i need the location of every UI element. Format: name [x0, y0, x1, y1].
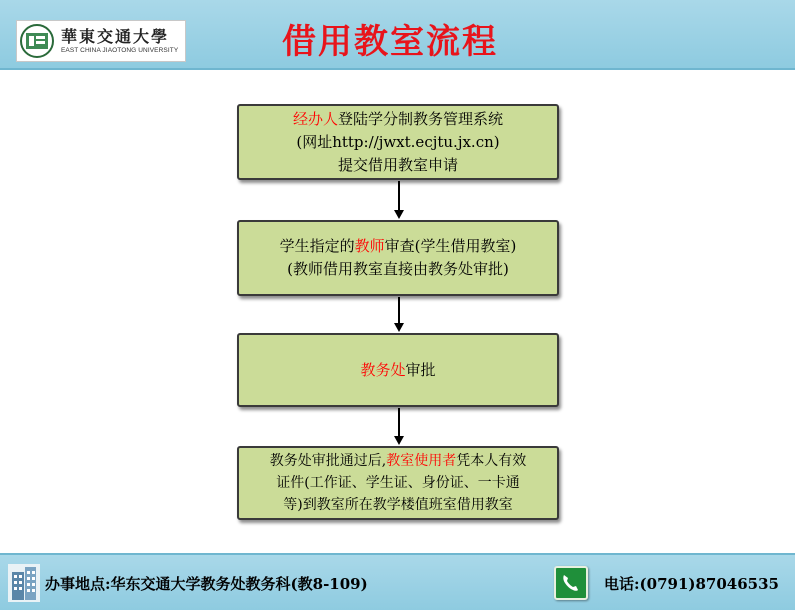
step-2-line-1-post: 审查(学生借用教室) [384, 237, 517, 255]
step-3-rest: 审批 [405, 360, 436, 379]
university-seal-icon [19, 23, 55, 59]
step-3-text [360, 359, 435, 382]
office-address: 办事地点:华东交通大学教务处教务科(教8-109) [45, 575, 368, 593]
step-4-line-1-post: 凭本人有效 [456, 453, 527, 469]
flow-step-3 [237, 333, 559, 407]
step-4-line-3: 等)到教室所在教学楼值班室借用教室 [283, 497, 513, 513]
flow-arrowhead-3 [394, 436, 404, 445]
flow-arrow-1 [398, 181, 400, 211]
logo-english-name: EAST CHINA JIAOTONG UNIVERSITY [61, 47, 179, 54]
step-3-highlight: 教务处 [360, 360, 406, 379]
step-1-highlight: 经办人 [292, 109, 338, 128]
flow-step-4 [237, 446, 559, 520]
step-2-line-1 [280, 235, 517, 258]
header-bar [0, 0, 795, 70]
footer-bar [0, 553, 795, 610]
step-4-highlight: 教室使用者 [386, 453, 457, 469]
phone-handset-icon [556, 568, 586, 598]
flow-arrowhead-1 [394, 210, 404, 219]
step-2-line-2: (教师借用教室直接由教务处审批) [287, 260, 509, 278]
flow-arrowhead-2 [394, 323, 404, 332]
step-1-line-2: (网址http://jwxt.ecjtu.jx.cn) [296, 132, 500, 151]
step-1-line-1 [293, 108, 503, 131]
building-icon [8, 564, 40, 602]
step-4-line-1 [270, 450, 526, 472]
step-1-line-3: 提交借用教室申请 [337, 155, 458, 174]
step-2-highlight: 教师 [354, 237, 385, 255]
step-2-line-1-pre: 学生指定的 [279, 237, 355, 255]
phone-icon [554, 566, 588, 600]
contact-phone: 电话:(0791)87046535 [604, 575, 779, 593]
flow-arrow-2 [398, 297, 400, 324]
flow-arrow-3 [398, 408, 400, 437]
university-logo [16, 20, 186, 62]
step-1-line-1-text: 登陆学分制教务管理系统 [338, 109, 504, 128]
flow-step-1 [237, 104, 559, 180]
flow-step-2 [237, 220, 559, 296]
step-4-line-1-pre: 教务处审批通过后, [269, 453, 387, 469]
logo-chinese-name: 華東交通大學 [61, 27, 170, 46]
page-title: 借用教室流程 [282, 22, 498, 62]
step-4-line-2: 证件(工作证、学生证、身份证、一卡通 [276, 475, 520, 491]
